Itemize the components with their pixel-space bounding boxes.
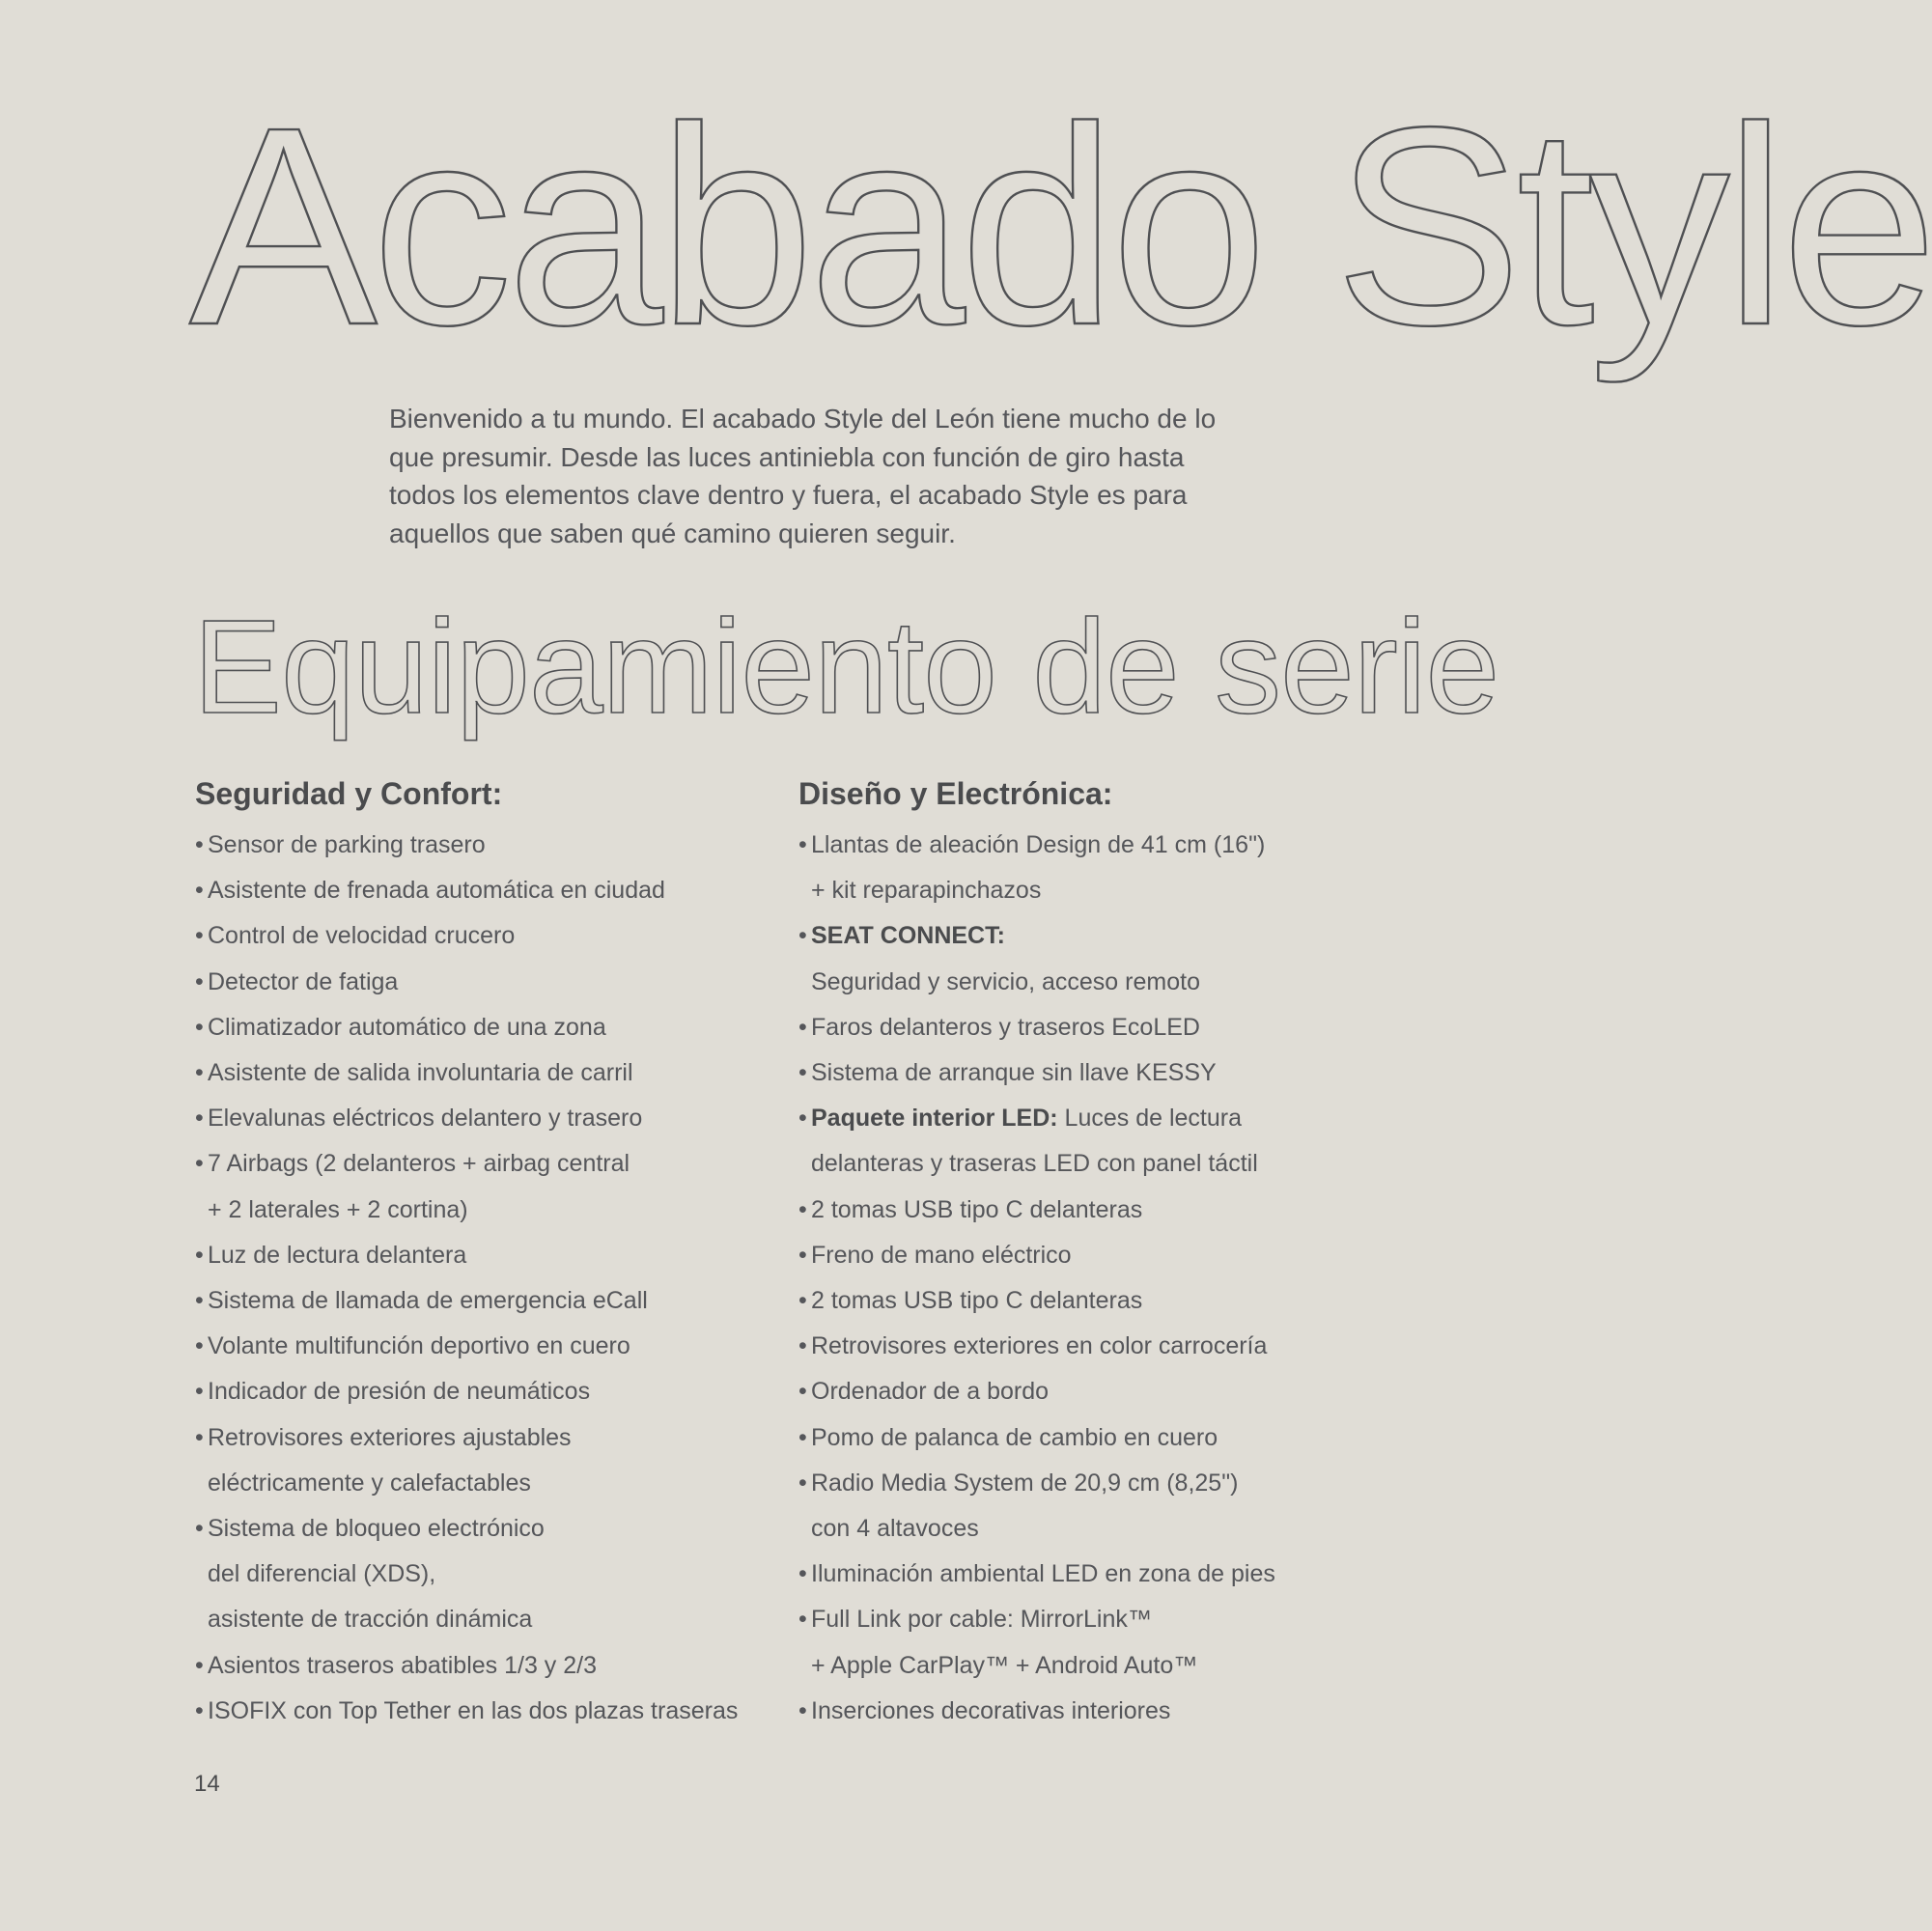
list-item [798, 1096, 1366, 1141]
bullet-icon: • [798, 1195, 807, 1223]
list-item-continuation [798, 1643, 1366, 1689]
design-electronics-column [798, 772, 1366, 1734]
list-item-text: Faros delanteros y traseros EcoLED [811, 1013, 1200, 1041]
bullet-icon: • [195, 922, 204, 950]
page-number: 14 [194, 1771, 220, 1797]
list-item [798, 1050, 1366, 1096]
list-item-bold-label: Paquete interior LED: [811, 1105, 1058, 1133]
list-item-text: Pomo de palanca de cambio en cuero [811, 1423, 1218, 1451]
list-item-continuation [195, 1461, 774, 1506]
bullet-icon: • [195, 1651, 204, 1679]
section-title: Equipamiento de serie [193, 593, 1499, 742]
bullet-icon: • [798, 1378, 807, 1406]
list-item-text: eléctricamente y calefactables [208, 1469, 531, 1497]
bullet-icon: • [798, 922, 807, 950]
list-item-text: + 2 laterales + 2 cortina) [208, 1195, 468, 1223]
bullet-icon: • [798, 1423, 807, 1451]
list-item-text: Luz de lectura delantera [208, 1241, 467, 1269]
list-item-text: Inserciones decorativas interiores [811, 1696, 1171, 1724]
list-item-text: Sistema de arranque sin llave KESSY [811, 1059, 1217, 1087]
safety-comfort-column [195, 772, 774, 1734]
list-item [798, 1597, 1366, 1642]
list-item-text: con 4 altavoces [811, 1515, 979, 1543]
bullet-icon: • [798, 1287, 807, 1315]
list-item [195, 1415, 774, 1461]
bullet-icon: • [798, 1560, 807, 1588]
list-item-text: Llantas de aleación Design de 41 cm (16") [811, 831, 1266, 858]
bullet-icon: • [798, 1059, 807, 1087]
list-item-text: Radio Media System de 20,9 cm (8,25") [811, 1469, 1239, 1497]
bullet-icon: • [798, 1469, 807, 1497]
list-item [798, 1324, 1366, 1369]
list-item-continuation [195, 1552, 774, 1597]
bullet-icon: • [798, 831, 807, 858]
list-item-text: Control de velocidad crucero [208, 922, 516, 950]
safety-comfort-heading: Seguridad y Confort: [195, 776, 503, 811]
list-item-text: del diferencial (XDS), [208, 1560, 436, 1588]
list-item-continuation [195, 1188, 774, 1233]
list-item-continuation [798, 868, 1366, 913]
list-item [798, 1233, 1366, 1278]
list-item-text: 2 tomas USB tipo C delanteras [811, 1287, 1143, 1315]
list-item-text: Indicador de presión de neumáticos [208, 1378, 591, 1406]
safety-comfort-list [195, 823, 774, 1734]
list-item [195, 1005, 774, 1050]
list-item [798, 1552, 1366, 1597]
bullet-icon: • [798, 1013, 807, 1041]
list-item [798, 1689, 1366, 1734]
bullet-icon: • [195, 1150, 204, 1178]
bullet-icon: • [195, 1105, 204, 1133]
list-item [195, 1141, 774, 1187]
list-item [195, 868, 774, 913]
list-item-text: Retrovisores exteriores ajustables [208, 1423, 572, 1451]
bullet-icon: • [195, 1013, 204, 1041]
intro-paragraph: Bienvenido a tu mundo. El acabado Style del León tiene mucho de lo que presumir. Desde las luces antiniebla con función de giro hasta todos los elementos clave dentro y fuera, el acabado Style es para aquellos que saben qué camino quieren seguir. [389, 404, 1217, 548]
bullet-icon: • [195, 1515, 204, 1543]
bullet-icon: • [195, 1287, 204, 1315]
list-item-text: + kit reparapinchazos [811, 877, 1042, 905]
list-item-text: asistente de tracción dinámica [208, 1606, 533, 1634]
list-item [798, 1415, 1366, 1461]
page-title: Acabado Style [189, 69, 1932, 383]
list-item-text: Volante multifunción deportivo en cuero [208, 1332, 630, 1360]
list-item-text: Iluminación ambiental LED en zona de pies [811, 1560, 1275, 1588]
list-item-text: 2 tomas USB tipo C delanteras [811, 1195, 1143, 1223]
list-item-text: Retrovisores exteriores en color carrocería [811, 1332, 1268, 1360]
list-item [798, 1005, 1366, 1050]
list-item [195, 1369, 774, 1414]
bullet-icon: • [195, 1332, 204, 1360]
list-item [195, 1643, 774, 1689]
list-item [195, 823, 774, 868]
bullet-icon: • [798, 1696, 807, 1724]
list-item-text: Sensor de parking trasero [208, 831, 486, 858]
design-electronics-list [798, 823, 1366, 1734]
list-item-text: Full Link por cable: MirrorLink™ [811, 1606, 1152, 1634]
bullet-icon: • [798, 1332, 807, 1360]
bullet-icon: • [195, 967, 204, 995]
list-item [798, 913, 1366, 959]
bullet-icon: • [195, 831, 204, 858]
list-item [195, 1050, 774, 1096]
list-item [195, 1689, 774, 1734]
list-item [798, 1278, 1366, 1324]
list-item-text: Asistente de frenada automática en ciudad [208, 877, 665, 905]
list-item [798, 823, 1366, 868]
list-item-text: + Apple CarPlay™ + Android Auto™ [811, 1651, 1198, 1679]
bullet-icon: • [195, 1423, 204, 1451]
bullet-icon: • [798, 1241, 807, 1269]
list-item-text: Asientos traseros abatibles 1/3 y 2/3 [208, 1651, 598, 1679]
bullet-icon: • [195, 1696, 204, 1724]
list-item-text: Luces de lectura [1057, 1105, 1242, 1133]
list-item-bold-label: SEAT CONNECT: [811, 922, 1005, 950]
design-electronics-heading: Diseño y Electrónica: [798, 776, 1113, 811]
list-item-text: Sistema de bloqueo electrónico [208, 1515, 545, 1543]
list-item-continuation [195, 1597, 774, 1642]
list-item-text: Ordenador de a bordo [811, 1378, 1050, 1406]
list-item [195, 960, 774, 1005]
list-item-text: Seguridad y servicio, acceso remoto [811, 967, 1200, 995]
list-item-text: Climatizador automático de una zona [208, 1013, 606, 1041]
list-item-continuation [798, 1141, 1366, 1187]
list-item [798, 1369, 1366, 1414]
list-item [195, 1506, 774, 1552]
bullet-icon: • [798, 1606, 807, 1634]
bullet-icon: • [195, 1059, 204, 1087]
list-item [195, 1233, 774, 1278]
list-item-text: Detector de fatiga [208, 967, 399, 995]
list-item [798, 1461, 1366, 1506]
bullet-icon: • [195, 1241, 204, 1269]
list-item [195, 1324, 774, 1369]
list-item [798, 1188, 1366, 1233]
list-item-text: Elevalunas eléctricos delantero y trasero [208, 1105, 643, 1133]
list-item-text: Freno de mano eléctrico [811, 1241, 1072, 1269]
list-item [195, 1278, 774, 1324]
list-item-continuation [798, 1506, 1366, 1552]
list-item [195, 1096, 774, 1141]
bullet-icon: • [195, 1378, 204, 1406]
bullet-icon: • [195, 877, 204, 905]
list-item-text: Asistente de salida involuntaria de carril [208, 1059, 633, 1087]
list-item [195, 913, 774, 959]
list-item-text: delanteras y traseras LED con panel táctil [811, 1150, 1258, 1178]
list-item-text: 7 Airbags (2 delanteros + airbag central [208, 1150, 630, 1178]
list-item-text: ISOFIX con Top Tether en las dos plazas traseras [208, 1696, 739, 1724]
list-item-text: Sistema de llamada de emergencia eCall [208, 1287, 648, 1315]
list-item-continuation [798, 960, 1366, 1005]
bullet-icon: • [798, 1105, 807, 1133]
